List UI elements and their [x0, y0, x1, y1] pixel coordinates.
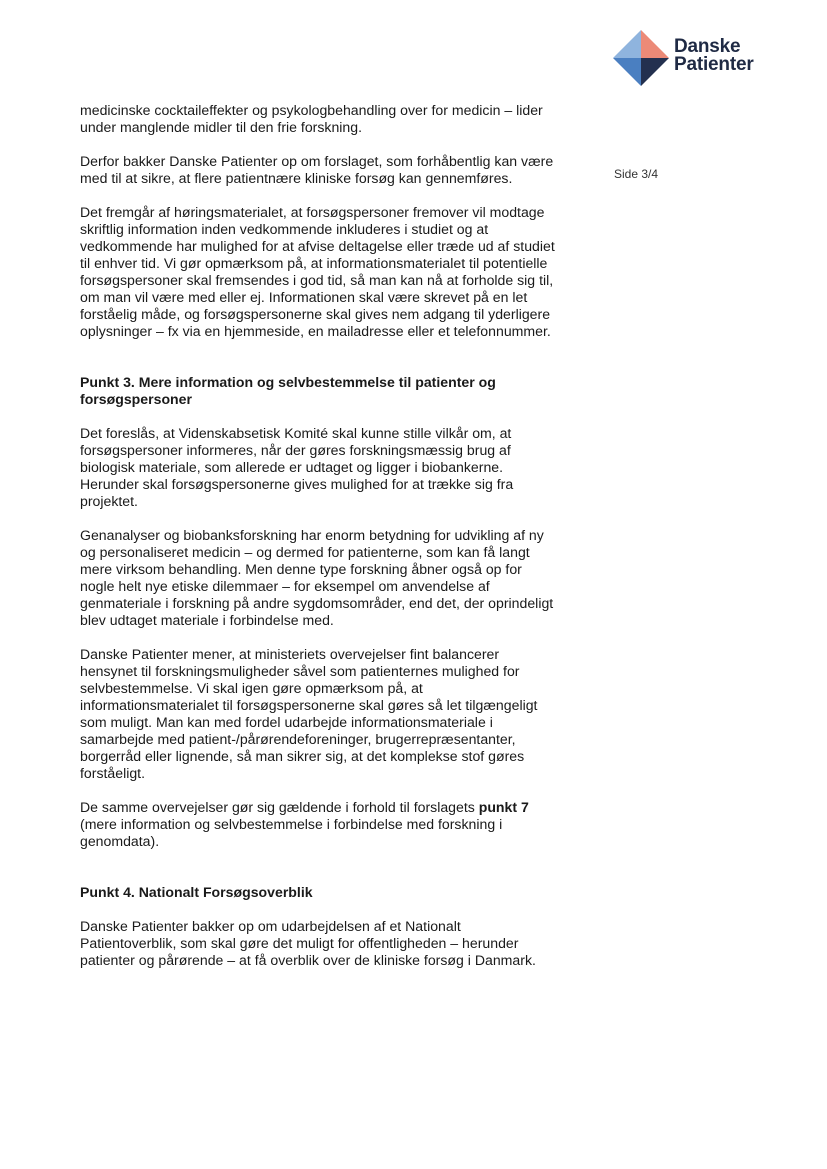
section-3-paragraph-2: Genanalyser og biobanksforskning har enorm betydning for udvikling af ny og personaliseret medicin – og dermed for patienterne, som kan få langt mere virksom behandling. Men denne type forskning åbner også op for nogle helt nye etiske dilemmaer – for eksempel om anvendelse af genmateriale i forskning på andre sygdomsområder, end det, der oprindeligt blev udtaget materiale i forbindelse med. — [80, 527, 554, 628]
logo-line-2: Patienter — [674, 54, 754, 75]
section-4-paragraph: Danske Patienter bakker op om udarbejdelsen af et Nationalt Patientoverblik, som skal gøre det muligt for offentligheden – herunder patienter og pårørende – at få overblik over de kliniske forsøg i Danmark. — [80, 918, 536, 968]
section-3-paragraph-3: Danske Patienter mener, at ministeriets overvejelser fint balancerer hensynet til forskningsmuligheder såvel som patienternes mulighed for selvbestemmelse. Vi skal igen gøre opmærksom på, at informationsmaterialet til forsøgspersonerne skal gøres så let tilgængeligt som muligt. Man kan med fordel udarbejde informationsmateriale i samarbejde med patient-/pårørendeforeninger, brugerrepræsentanter, borgerråd eller lignende, så man sikrer sig, at det komplekse stof gøres forståeligt. — [80, 646, 538, 781]
intro-paragraph-1: medicinske cocktaileffekter og psykologbehandling over for medicin – lider under manglende midler til den frie forskning. — [80, 102, 543, 135]
section-3-p4-text-b: (mere information og selvbestemmelse i forbindelse med forskning i genomdata). — [80, 816, 503, 849]
diamond-logo-icon — [612, 28, 670, 88]
intro-paragraph-3: Det fremgår af høringsmaterialet, at forsøgspersoner fremover vil modtage skriftlig information inden vedkommende inkluderes i studiet og at vedkommende har mulighed for at afvise deltagelse eller træde ud af studiet til enhver tid. Vi gør opmærksom på, at informationsmaterialet til potentielle forsøgspersoner skal fremsendes i god tid, så man kan nå at forholde sig til, om man vil være med eller ej. Informationen skal være skrevet på en let forståelig måde, og forsøgspersonerne skal gives nem adgang til yderligere oplysninger – fx via en hjemmeside, en mailadresse eller et telefonnummer. — [80, 204, 555, 339]
section-3-paragraph-4 — [80, 799, 558, 850]
section-4-heading: Punkt 4. Nationalt Forsøgsoverblik — [80, 884, 313, 900]
danske-patienter-logo — [612, 28, 772, 88]
logo-wordmark — [674, 38, 754, 74]
logo-line-1: Danske — [674, 36, 741, 57]
section-3-p4-bold: punkt 7 — [478, 799, 529, 815]
section-3-p4-text-a: De samme overvejelser gør sig gældende i forhold til forslagets — [80, 799, 479, 815]
page-number: Side 3/4 — [614, 167, 659, 181]
document-body — [80, 102, 558, 986]
section-3-heading: Punkt 3. Mere information og selvbestemmelse til patienter og forsøgspersoner — [80, 374, 496, 407]
intro-paragraph-2: Derfor bakker Danske Patienter op om forslaget, som forhåbentlig kan være med til at sikre, at flere patientnære kliniske forsøg kan gennemføres. — [80, 153, 554, 186]
section-3-paragraph-1: Det foreslås, at Videnskabsetisk Komité skal kunne stille vilkår om, at forsøgspersoner informeres, når der gøres forskningsmæssig brug af biologisk materiale, som allerede er udtaget og ligger i biobankerne. Herunder skal forsøgspersonerne gives mulighed for at trække sig fra projektet. — [80, 425, 514, 509]
